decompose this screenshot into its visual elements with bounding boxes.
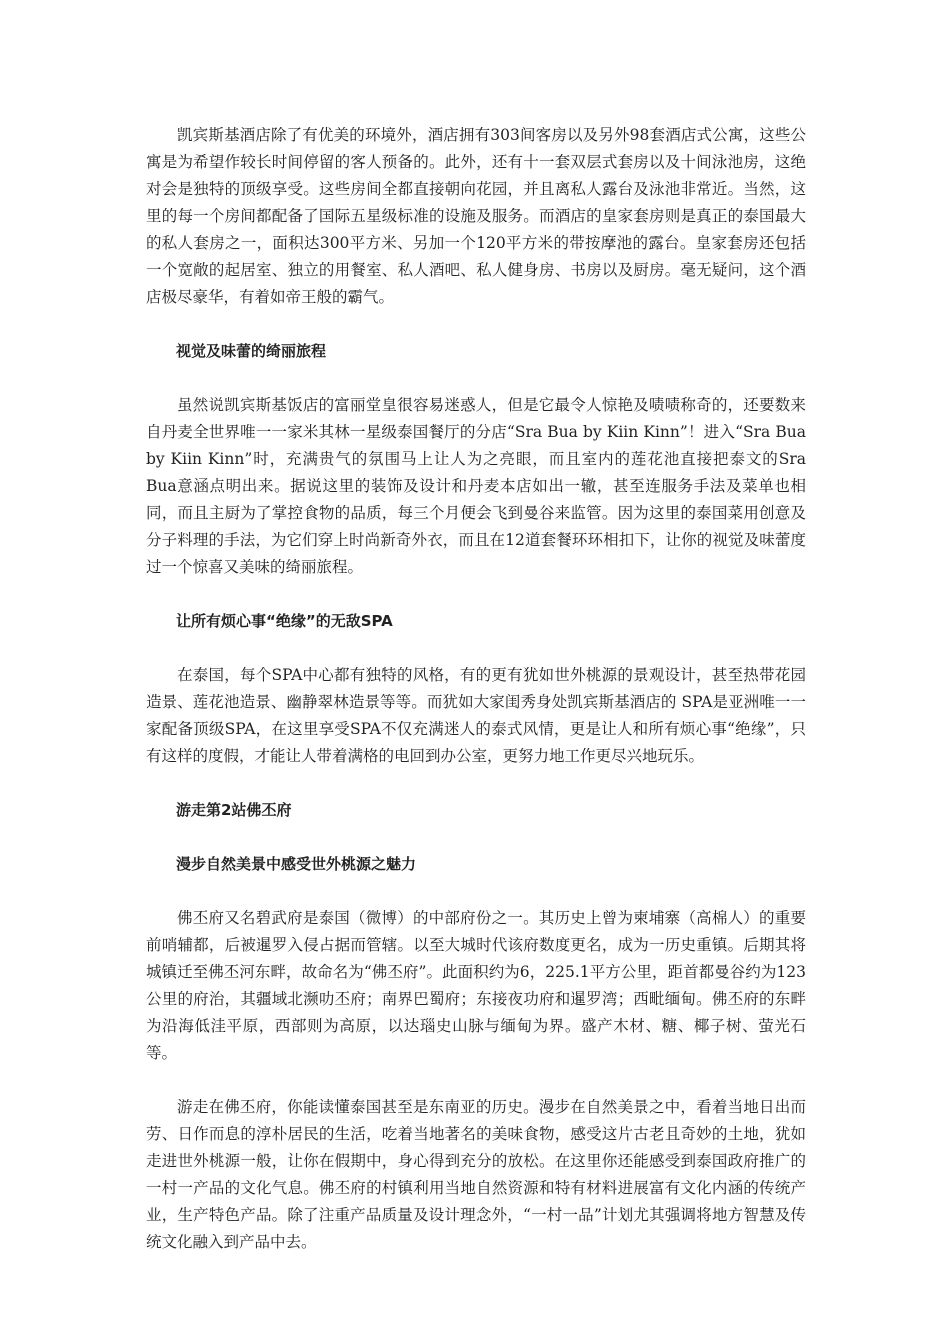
paragraph-phetchaburi-history: 佛丕府又名碧武府是泰国（微博）的中部府份之一。其历史上曾为柬埔寨（高棉人）的重要前哨辅都，后被暹罗入侵占据而管辖。以至大城时代该府数度更名，成为一历史重镇。后期其将城镇迁至佛丕河东畔，故命名为“佛丕府”。此面积约为6，225.1平方公里，距首都曼谷约为123公里的府治，其疆域北濒叻丕府；南界巴蜀府；东接夜功府和暹罗湾；西毗缅甸。佛丕府的东畔为沿海低洼平原，西部则为高原，以达瑙史山脉与缅甸为界。盛产木材、糖、椰子树、萤光石等。	[146, 909, 806, 1062]
paragraph-hotel-rooms: 凯宾斯基酒店除了有优美的环境外，酒店拥有303间客房以及另外98套酒店式公寓，这些公寓是为希望作较长时间停留的客人预备的。此外，还有十一套双层式套房以及十间泳池房，这绝对会是独特的顶级享受。这些房间全都直接朝向花园，并且离私人露台及泳池非常近。当然，这里的每一个房间都配备了国际五星级标准的设施及服务。而酒店的皇家套房则是真正的泰国最大的私人套房之一，面积达300平方米、另加一个120平方米的带按摩池的露台。皇家套房还包括一个宽敞的起居室、独立的用餐室、私人酒吧、私人健身房、书房以及厨房。毫无疑问，这个酒店极尽豪华，有着如帝王般的霸气。	[146, 126, 806, 306]
paragraph-phetchaburi-travel: 游走在佛丕府，你能读懂泰国甚至是东南亚的历史。漫步在自然美景之中，看着当地日出而劳、日作而息的淳朴居民的生活，吃着当地著名的美味食物，感受这片古老且奇妙的土地，犹如走进世外桃源一般，让你在假期中，身心得到充分的放松。在这里你还能感受到泰国政府推广的一村一产品的文化气息。佛丕府的村镇利用当地自然资源和特有材料进展富有文化内涵的传统产业，生产特色产品。除了注重产品质量及设计理念外，“一村一品”计划尤其强调将地方智慧及传统文化融入到产品中去。	[146, 1098, 806, 1251]
heading-visual-taste-journey: 视觉及味蕾的绮丽旅程	[176, 342, 327, 360]
paragraph-restaurant: 虽然说凯宾斯基饭店的富丽堂皇很容易迷惑人，但是它最令人惊艳及啧啧称奇的，还要数来自丹麦全世界唯一一家米其林一星级泰国餐厅的分店“Sra Bua by Kiin Kinn”！进入“Sra Bua by Kiin Kinn”时，充满贵气的氛围马上让人为之亮眼，而且室内的莲花池直接把泰文的Sra Bua意涵点明出来。据说这里的装饰及设计和丹麦本店如出一辙，甚至连服务手法及菜单也相同，而且主厨为了掌控食物的品质，每三个月便会飞到曼谷来监管。因为这里的泰国菜用创意及分子料理的手法，为它们穿上时尚新奇外衣，而且在12道套餐环环相扣下，让你的视觉及味蕾度过一个惊喜又美味的绮丽旅程。	[146, 396, 806, 576]
document-page	[146, 122, 806, 1283]
heading-second-stop: 游走第2站佛丕府	[176, 801, 292, 819]
paragraph-spa: 在泰国，每个SPA中心都有独特的风格，有的更有犹如世外桃源的景观设计，甚至热带花园造景、莲花池造景、幽静翠林造景等等。而犹如大家闺秀身处凯宾斯基酒店的 SPA是亚洲唯一一家配备顶级SPA，在这里享受SPA不仅充满迷人的泰式风情，更是让人和所有烦心事“绝缘”，只有这样的度假，才能让人带着满格的电回到办公室，更努力地工作更尽兴地玩乐。	[146, 666, 806, 765]
heading-natural-scenery: 漫步自然美景中感受世外桃源之魅力	[176, 855, 417, 873]
heading-spa: 让所有烦心事“绝缘”的无敌SPA	[176, 612, 393, 630]
